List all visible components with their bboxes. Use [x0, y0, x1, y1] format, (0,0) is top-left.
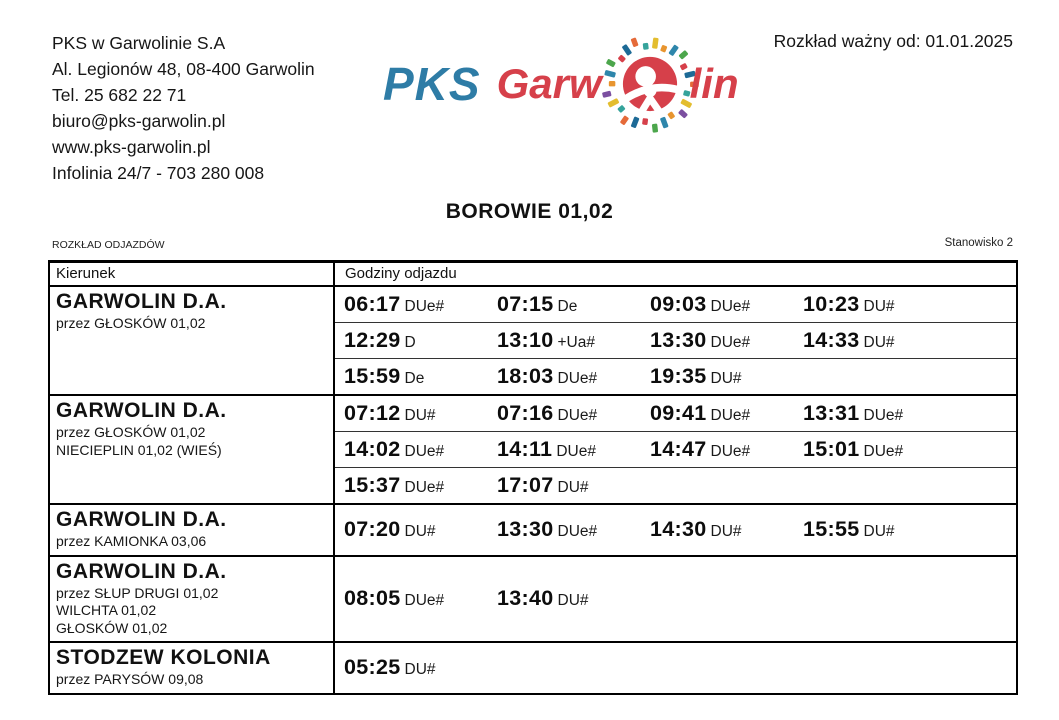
departure-entry — [344, 655, 497, 680]
departure-time: 09:41 — [650, 401, 707, 425]
logo-text-pks: PKS — [383, 58, 481, 110]
departure-entry — [803, 401, 956, 426]
time-row — [335, 643, 1016, 693]
destination-via: przez SŁUP DRUGI 01,02 — [56, 584, 219, 601]
time-row — [335, 396, 1016, 431]
departure-entry — [803, 517, 956, 542]
time-row — [335, 358, 1016, 394]
departure-code: DUe# — [557, 407, 598, 424]
departure-entry — [803, 437, 956, 462]
logo-mosaic-o-icon — [598, 32, 702, 136]
destination-name: STODZEW KOLONIA — [56, 646, 271, 669]
timetable-header — [50, 263, 1016, 287]
departure-time: 15:59 — [344, 364, 401, 388]
departure-entry — [650, 437, 803, 462]
departure-code: DU# — [863, 523, 895, 541]
destination-cell — [50, 396, 335, 503]
departure-entry — [497, 473, 650, 498]
departure-code: DU# — [557, 479, 589, 496]
departure-code: DU# — [710, 370, 742, 387]
departure-time: 07:16 — [497, 401, 554, 425]
destination-via: GŁOSKÓW 01,02 — [56, 619, 168, 636]
time-rows — [335, 643, 1016, 693]
departure-code: DUe# — [710, 443, 751, 460]
departure-entry — [497, 517, 650, 542]
company-info — [52, 30, 315, 186]
departure-code: DU# — [557, 592, 589, 610]
timetable-group — [50, 287, 1016, 394]
departure-code: DU# — [404, 523, 436, 541]
destination-name: GARWOLIN D.A. — [56, 290, 227, 313]
timetable-body — [50, 287, 1016, 693]
time-row — [335, 287, 1016, 322]
timetable-group — [50, 555, 1016, 642]
destination-via: przez GŁOSKÓW 01,02 — [56, 315, 206, 331]
departure-entry — [344, 517, 497, 542]
departure-code: DU# — [404, 407, 436, 424]
departure-code: DUe# — [404, 298, 445, 315]
logo-text-lin: lin — [689, 60, 739, 107]
departure-code: DUe# — [557, 523, 598, 541]
departure-time: 14:02 — [344, 437, 401, 461]
departure-time: 13:30 — [497, 517, 554, 542]
destination-via: WILCHTA 01,02 — [56, 602, 157, 618]
departure-time: 10:23 — [803, 292, 860, 316]
departure-time: 13:30 — [650, 328, 707, 352]
departure-time: 13:40 — [497, 586, 554, 611]
column-header-times: Godziny odjazdu — [345, 265, 457, 282]
time-row — [335, 322, 1016, 358]
departure-time: 06:17 — [344, 292, 401, 316]
column-header-direction: Kierunek — [50, 263, 335, 285]
time-rows — [335, 396, 1016, 503]
time-row — [335, 467, 1016, 503]
departure-code: DUe# — [404, 479, 445, 496]
departure-code: DU# — [404, 661, 436, 679]
departure-entry — [344, 328, 497, 353]
route-title: BOROWIE 01,02 — [445, 200, 614, 223]
departure-time: 07:15 — [497, 292, 554, 316]
departure-code: DUe# — [557, 370, 598, 387]
departure-time: 15:37 — [344, 473, 401, 497]
departure-entry — [344, 401, 497, 426]
company-infoline: Infolinia 24/7 - 703 280 008 — [52, 163, 265, 183]
departure-time: 18:03 — [497, 364, 554, 388]
departure-code: DUe# — [710, 298, 751, 315]
timetable-group — [50, 641, 1016, 693]
company-website: www.pks-garwolin.pl — [52, 137, 211, 157]
time-row — [335, 505, 1016, 555]
departure-code: DU# — [710, 523, 742, 541]
departure-time: 15:55 — [803, 517, 860, 542]
timetable — [48, 260, 1018, 695]
departure-entry — [344, 473, 497, 498]
departure-time: 08:05 — [344, 586, 401, 611]
company-address: Al. Legionów 48, 08-400 Garwolin — [52, 59, 315, 79]
timetable-group — [50, 394, 1016, 503]
departure-time: 13:31 — [803, 401, 860, 425]
departure-time: 12:29 — [344, 328, 401, 352]
departure-time: 14:30 — [650, 517, 707, 542]
departure-entry — [497, 586, 650, 611]
destination-name: GARWOLIN D.A. — [56, 559, 227, 583]
departure-entry — [344, 364, 497, 389]
departure-code: De — [404, 370, 425, 387]
destination-via: przez PARYSÓW 09,08 — [56, 671, 204, 687]
departure-time: 05:25 — [344, 655, 401, 680]
departure-code: +Ua# — [557, 334, 595, 351]
departure-code: DU# — [863, 298, 895, 315]
destination-cell — [50, 505, 335, 555]
platform-label: Stanowisko 2 — [944, 237, 1013, 249]
time-rows — [335, 287, 1016, 394]
departure-entry — [497, 328, 650, 353]
time-row — [335, 557, 1016, 642]
destination-via: przez KAMIONKA 03,06 — [56, 533, 207, 549]
departure-entry — [344, 437, 497, 462]
departure-code: De — [557, 298, 578, 315]
validity-date: Rozkład ważny od: 01.01.2025 — [773, 31, 1013, 51]
departure-entry — [497, 401, 650, 426]
departure-time: 14:47 — [650, 437, 707, 461]
destination-cell — [50, 557, 335, 642]
departure-code: DUe# — [710, 407, 751, 424]
departure-entry — [497, 364, 650, 389]
destination-name: GARWOLIN D.A. — [56, 508, 227, 531]
departure-code: DU# — [863, 334, 895, 351]
departure-entry — [650, 328, 803, 353]
departure-entry — [344, 292, 497, 317]
departure-entry — [650, 292, 803, 317]
company-phone: Tel. 25 682 22 71 — [52, 85, 187, 105]
departure-time: 13:10 — [497, 328, 554, 352]
departure-code: DUe# — [556, 443, 596, 460]
departure-code: DUe# — [404, 443, 445, 460]
departure-code: D — [404, 334, 416, 351]
departure-time: 14:33 — [803, 328, 860, 352]
departure-entry — [650, 517, 803, 542]
departure-time: 14:11 — [497, 437, 553, 461]
destination-cell — [50, 287, 335, 394]
departure-entry — [803, 328, 956, 353]
departure-entry — [344, 586, 497, 611]
company-email: biuro@pks-garwolin.pl — [52, 111, 226, 131]
time-rows — [335, 557, 1016, 642]
departure-code: DUe# — [863, 443, 904, 460]
departure-time: 19:35 — [650, 364, 707, 388]
destination-via: NIECIEPLIN 01,02 (WIEŚ) — [56, 441, 222, 458]
company-name: PKS w Garwolinie S.A — [52, 33, 226, 53]
departure-time: 15:01 — [803, 437, 860, 461]
logo-text-garw: Garw — [496, 60, 602, 107]
departure-time: 09:03 — [650, 292, 707, 316]
departure-time: 07:20 — [344, 517, 401, 542]
time-row — [335, 431, 1016, 467]
departure-code: DUe# — [404, 592, 445, 610]
departure-code: DUe# — [710, 334, 751, 351]
pks-garwolin-logo — [383, 34, 739, 134]
destination-via: przez GŁOSKÓW 01,02 — [56, 424, 206, 440]
destination-cell — [50, 643, 335, 693]
departure-entry — [803, 292, 956, 317]
departure-entry — [650, 401, 803, 426]
time-rows — [335, 505, 1016, 555]
departure-time: 07:12 — [344, 401, 401, 425]
departures-label: ROZKŁAD ODJAZDÓW — [52, 239, 165, 251]
timetable-group — [50, 503, 1016, 555]
departure-entry — [650, 364, 803, 389]
departure-entry — [497, 437, 650, 462]
destination-name: GARWOLIN D.A. — [56, 399, 227, 422]
departure-time: 17:07 — [497, 473, 554, 497]
departure-entry — [497, 292, 650, 317]
departure-code: DUe# — [863, 407, 904, 424]
